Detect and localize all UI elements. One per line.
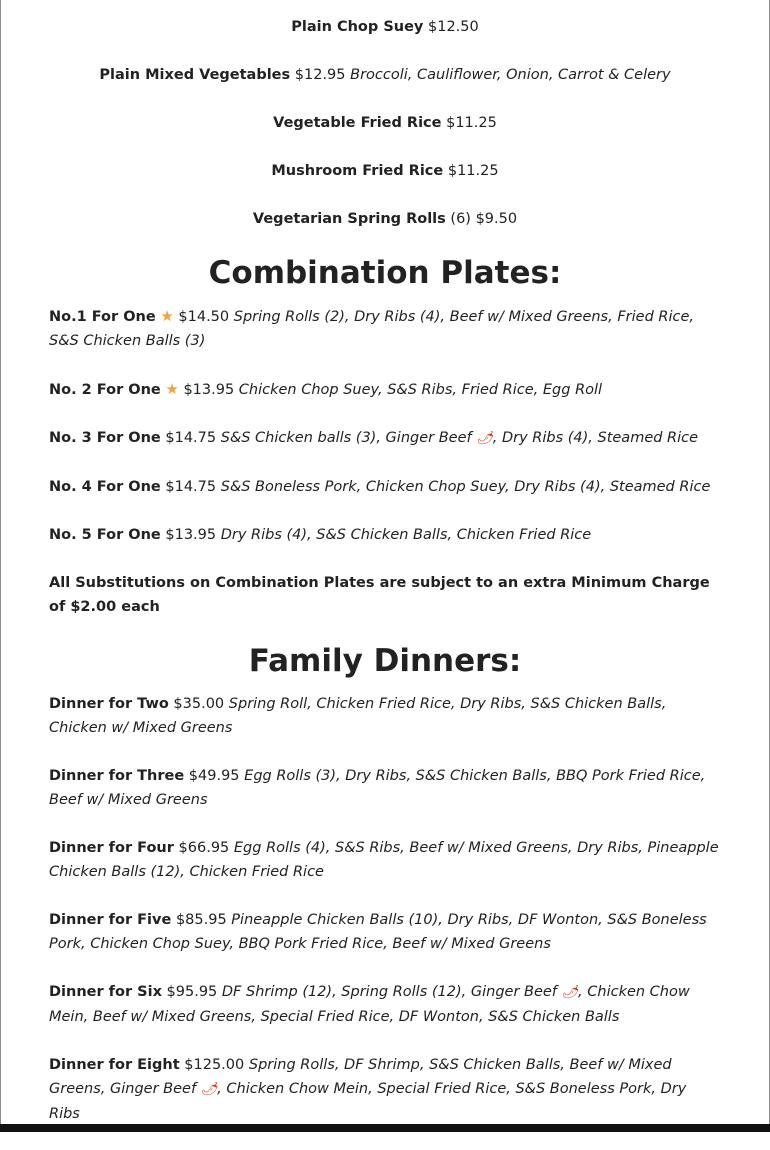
item-description-part: , Dry Ribs (4), Steamed Rice xyxy=(492,430,699,446)
family-dinner-two xyxy=(49,692,721,740)
section-heading-family: Family Dinners: xyxy=(248,643,522,679)
item-name: Dinner for Four xyxy=(49,840,174,856)
menu-item-mushroom-fried-rice xyxy=(49,159,721,183)
item-description: Dry Ribs (4), S&S Chicken Balls, Chicken Fried Rice xyxy=(220,527,592,543)
item-description xyxy=(221,430,698,446)
menu-item-plain-chop-suey xyxy=(49,15,721,39)
combo-item-1 xyxy=(49,304,721,353)
item-description: Chicken Chop Suey, S&S Ribs, Fried Rice, Egg Roll xyxy=(238,382,603,398)
item-price: $14.75 xyxy=(165,479,217,495)
item-description-part: DF Shrimp (12), Spring Rolls (12), Ginger Beef xyxy=(221,984,557,1000)
item-price: $35.00 xyxy=(173,696,225,712)
item-description: S&S Boneless Pork, Chicken Chop Suey, Dry Ribs (4), Steamed Rice xyxy=(220,479,711,495)
item-description-part: , Chicken Chow Mein, Beef w/ Mixed Greens, Special Fried Rice, DF Wonton, S&S Chicken Balls xyxy=(49,984,690,1025)
item-price: $14.50 xyxy=(178,309,230,325)
item-price: $11.25 xyxy=(447,163,499,179)
item-name: Dinner for Eight xyxy=(49,1057,180,1073)
item-price: $13.95 xyxy=(165,527,217,543)
combo-item-4 xyxy=(49,475,721,499)
item-description: Spring Roll, Chicken Fried Rice, Dry Ribs, S&S Chicken Balls, Chicken w/ Mixed Greens xyxy=(49,696,667,736)
item-description-part: , Chicken Chow Mein, Special Fried Rice, S&S Boneless Pork, Dry Ribs xyxy=(49,1081,687,1122)
item-price: $85.95 xyxy=(175,912,227,928)
family-dinner-three xyxy=(49,764,721,812)
item-name: Vegetable Fried Rice xyxy=(273,115,442,131)
item-name: No. 3 For One xyxy=(49,430,161,446)
item-description-part: S&S Chicken balls (3), Ginger Beef xyxy=(220,430,472,446)
item-name: Vegetarian Spring Rolls xyxy=(252,211,446,227)
item-name: No.1 For One xyxy=(49,309,156,325)
family-dinner-four xyxy=(49,836,721,884)
item-name: No. 4 For One xyxy=(49,479,161,495)
item-price: $11.25 xyxy=(446,115,497,131)
item-price: $49.95 xyxy=(188,768,240,784)
menu-item-vegetable-fried-rice xyxy=(49,111,721,135)
menu-item-vegetarian-spring-rolls xyxy=(49,207,721,231)
item-price: $9.50 xyxy=(475,211,518,227)
item-description-part: Spring Rolls, DF Shrimp, S&S Chicken Balls, Beef w/ Mixed Greens, Ginger Beef xyxy=(49,1057,672,1097)
item-price: $95.95 xyxy=(166,984,218,1000)
family-dinner-eight xyxy=(49,1053,721,1126)
section-heading-combination: Combination Plates: xyxy=(208,255,562,291)
item-name: No. 2 For One xyxy=(49,382,161,398)
item-name: Plain Mixed Vegetables xyxy=(99,67,291,83)
item-price: $125.00 xyxy=(184,1057,245,1073)
item-price: $13.95 xyxy=(183,382,235,398)
family-dinner-five xyxy=(49,908,721,956)
item-description: Spring Rolls (2), Dry Ribs (4), Beef w/ Mixed Greens, Fried Rice, S&S Chicken Balls (3) xyxy=(49,309,695,349)
item-name: Dinner for Three xyxy=(49,768,185,784)
menu-item-plain-mixed-vegetables xyxy=(49,63,721,87)
item-description: Egg Rolls (3), Dry Ribs, S&S Chicken Balls, BBQ Pork Fried Rice, Beef w/ Mixed Greens xyxy=(49,768,706,808)
item-name: Dinner for Two xyxy=(49,696,169,712)
item-name: Dinner for Six xyxy=(49,984,162,1000)
item-name: No. 5 For One xyxy=(49,527,161,543)
item-price: $12.95 xyxy=(294,67,346,83)
item-description: Broccoli, Cauliflower, Onion, Carrot & Celery xyxy=(350,67,671,83)
star-icon: ★ xyxy=(165,380,179,398)
combo-item-2 xyxy=(49,377,721,402)
item-description: Pineapple Chicken Balls (10), Dry Ribs, DF Wonton, S&S Boneless Pork, Chicken Chop Suey, BBQ Pork Fried Rice, Beef w/ Mixed Greens xyxy=(49,912,707,952)
combo-item-3 xyxy=(49,426,721,451)
item-price: $66.95 xyxy=(178,840,230,856)
item-price: $12.50 xyxy=(428,19,479,35)
chili-pepper-icon: 🌶 xyxy=(561,985,579,1000)
item-name: Mushroom Fried Rice xyxy=(271,163,444,179)
family-dinner-six xyxy=(49,980,721,1029)
chili-pepper-icon: 🌶 xyxy=(476,431,493,446)
item-quantity: (6) xyxy=(450,211,471,227)
item-price: $14.75 xyxy=(165,430,217,446)
item-description: Egg Rolls (4), S&S Ribs, Beef w/ Mixed Greens, Dry Ribs, Pineapple Chicken Balls (12), Chicken Fried Rice xyxy=(49,840,719,880)
star-icon: ★ xyxy=(160,307,174,325)
substitution-note: All Substitutions on Combination Plates are subject to an extra Minimum Charge of $2.00 each xyxy=(49,575,710,615)
combo-item-5 xyxy=(49,523,721,547)
chili-pepper-icon: 🌶 xyxy=(200,1082,218,1097)
bottom-edge-bar xyxy=(0,1124,770,1132)
item-name: Dinner for Five xyxy=(49,912,172,928)
menu-content xyxy=(49,15,721,1150)
item-name: Plain Chop Suey xyxy=(291,19,424,35)
